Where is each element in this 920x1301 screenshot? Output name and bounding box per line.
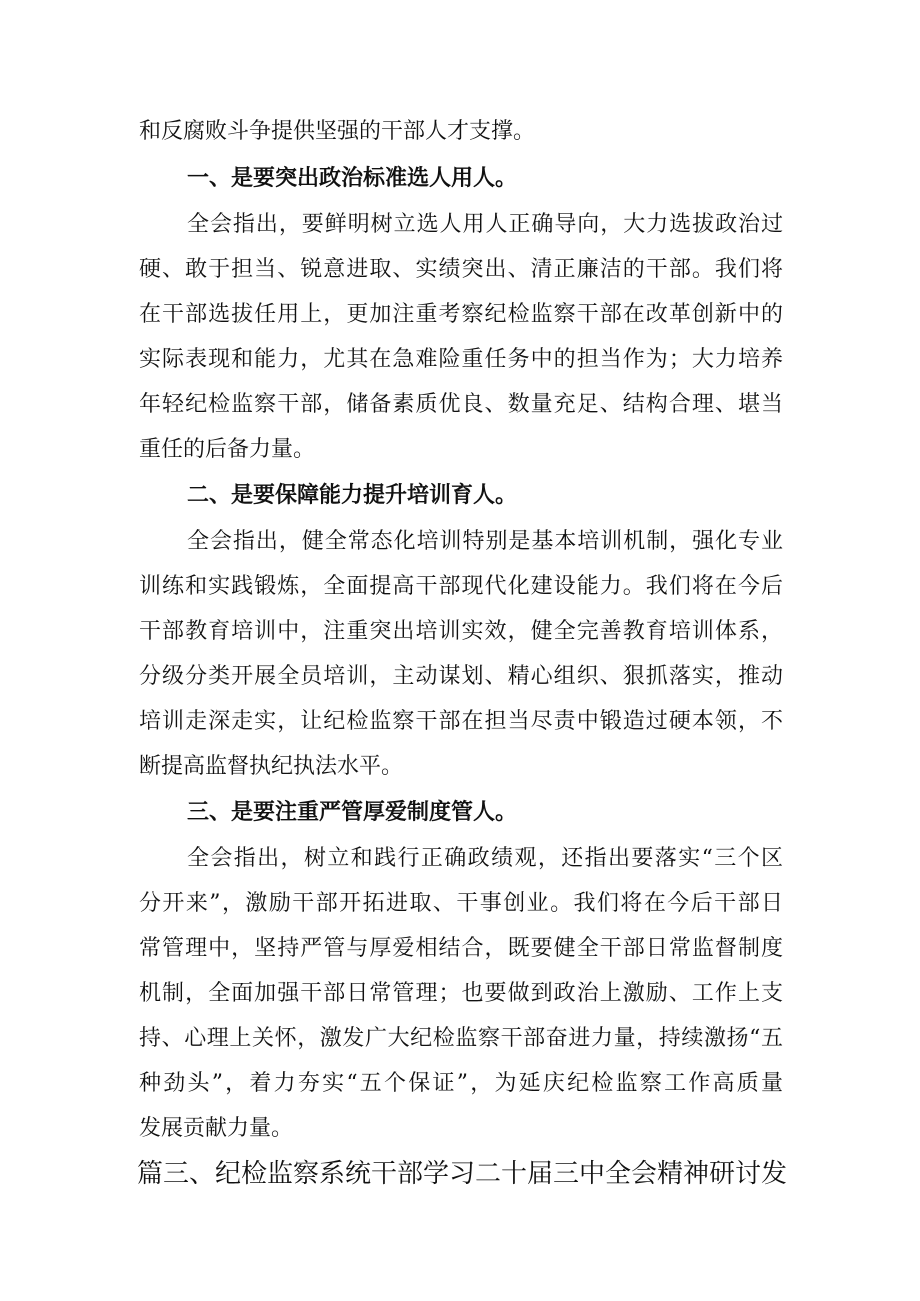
section-3-line-6: 种劲头”，着力夯实“五个保证”，为延庆纪检监察工作高质量 [139,1071,783,1096]
section-1-line-6: 重任的后备力量。 [139,437,316,462]
section-3-heading: 三、是要注重严管厚爱制度管人。 [187,800,518,825]
section-3-line-7: 发展贡献力量。 [139,1116,294,1141]
section-1-line-5: 年轻纪检监察干部，储备素质优良、数量充足、结构合理、堪当 [139,392,783,417]
section-2-line-6: 断提高监督执纪执法水平。 [139,754,404,779]
section-3-line-2: 分开来”，激励干部开拓进取、干事创业。我们将在今后干部日 [139,891,783,916]
section-1-line-2: 硬、敢于担当、锐意进取、实绩突出、清正廉洁的干部。我们将 [139,257,783,282]
section-3-line-5: 持、心理上关怀，激发广大纪检监察干部奋进力量，持续激扬“五 [139,1026,783,1051]
section-1-heading: 一、是要突出政治标准选人用人。 [187,166,518,191]
next-article-title: 篇三、纪检监察系统干部学习二十届三中全会精神研讨发 [137,1159,788,1189]
section-2-line-4: 分级分类开展全员培训，主动谋划、精心组织、狠抓落实，推动 [139,664,783,689]
section-2-heading: 二、是要保障能力提升培训育人。 [187,483,518,508]
section-3-line-3: 常管理中，坚持严管与厚爱相结合，既要健全干部日常监督制度 [139,936,783,961]
section-3-line-1: 全会指出，树立和践行正确政绩观，还指出要落实“三个区 [187,846,783,871]
section-2-line-2: 训练和实践锻炼，全面提高干部现代化建设能力。我们将在今后 [139,574,783,599]
section-2-line-1: 全会指出，健全常态化培训特别是基本培训机制，强化专业 [187,529,783,554]
section-2-line-5: 培训走深走实，让纪检监察干部在担当尽责中锻造过硬本领，不 [139,709,783,734]
section-1-line-4: 实际表现和能力，尤其在急难险重任务中的担当作为；大力培养 [139,347,783,372]
section-2-line-3: 干部教育培训中，注重突出培训实效，健全完善教育培训体系， [139,619,783,644]
intro-tail-line: 和反腐败斗争提供坚强的干部人才支撑。 [139,119,536,144]
section-3-line-4: 机制，全面加强干部日常管理；也要做到政治上激励、工作上支 [139,981,783,1006]
section-1-line-3: 在干部选拔任用上，更加注重考察纪检监察干部在改革创新中的 [139,302,783,327]
section-1-line-1: 全会指出，要鲜明树立选人用人正确导向，大力选拔政治过 [187,212,783,237]
